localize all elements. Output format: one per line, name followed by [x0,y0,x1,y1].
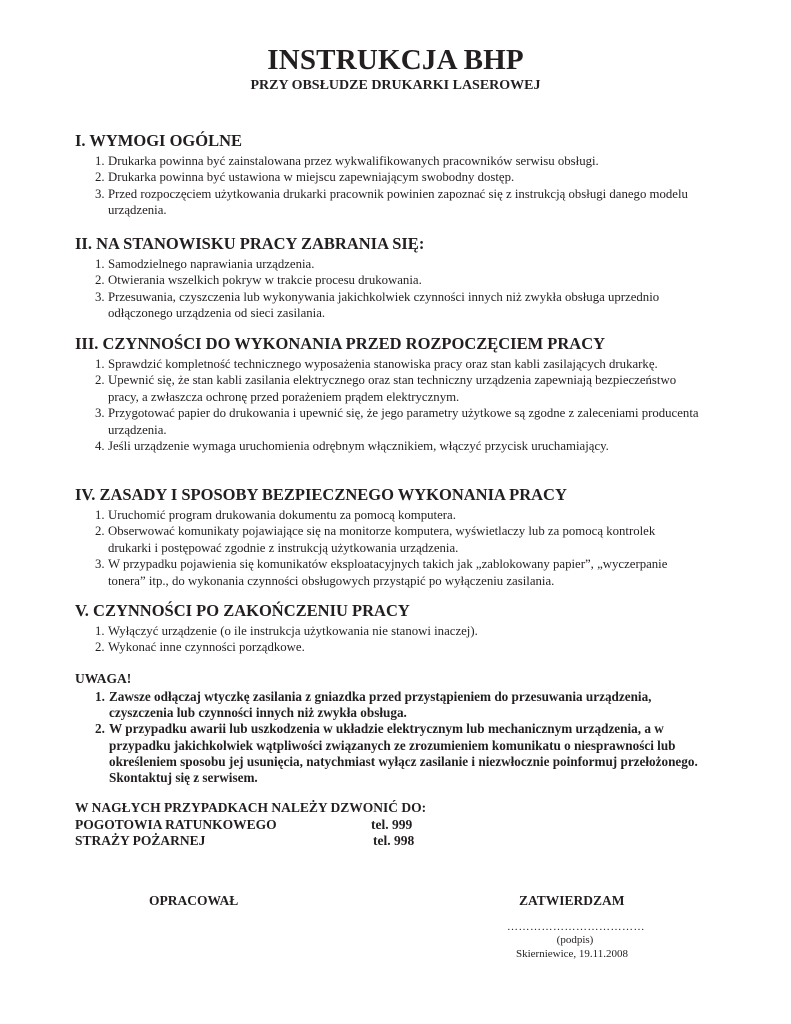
section-after-work [75,601,725,656]
item-number: 3. [95,406,105,421]
item-text: Wykonać inne czynności porządkowe. [108,640,305,655]
item-number: 1. [95,624,105,638]
section-heading: III. CZYNNOŚCI DO WYKONANIA PRZED ROZPOCZĘCIEM PRACY [75,334,606,353]
item-number: 1. [95,154,105,168]
item-text: Drukarka powinna być ustawiona w miejscu zapewniającym swobodny dostęp. [108,170,515,185]
list-item [95,272,725,288]
list-item [95,438,725,454]
section-heading: II. NA STANOWISKU PRACY ZABRANIA SIĘ: [75,234,425,253]
section-safe-work-rules [75,485,725,589]
item-number: 3. [95,186,105,201]
section-heading: I. WYMOGI OGÓLNE [75,131,243,150]
place-date: Skierniewice, 19.11.2008 [516,948,629,960]
section-list [75,153,725,219]
item-text: Przesuwania, czyszczenia lub wykonywania jakichkolwiek czynności innych niż zwykła obsługa uprzednio odłączonego urządzenia od sieci zasilania. [108,289,660,321]
item-number: 2. [95,373,105,388]
item-text: Uruchomić program drukowania dokumentu za pomocą komputera. [108,508,456,522]
warning-item [95,721,719,786]
contact-row [75,817,475,834]
warning-block [75,670,735,786]
section-heading: V. CZYNNOŚCI PO ZAKOŃCZENIU PRACY [75,601,410,620]
signature-line: ……………………………… [507,921,645,933]
item-number: 3. [95,557,105,572]
list-item [95,639,725,655]
item-text: Zawsze odłączaj wtyczkę zasilania z gniazdka przed przystąpieniem do przesuwania urządzenia, czyszczenia lub czynności innych niż zwykła obsługa. [109,689,652,721]
list-item [95,186,708,219]
item-number: 4. [95,439,105,454]
list-item [95,153,725,169]
contact-name: STRAŻY POŻARNEJ [75,833,206,848]
item-text: Upewnić się, że stan kabli zasilania elektrycznego oraz stan techniczny urządzenia zapewniają bezpieczeństwo pracy, a zwłaszcza ochronę przed porażeniem prądem elektrycznym. [108,373,677,404]
list-item [95,405,708,438]
item-number: 2. [95,721,105,737]
item-number: 2. [95,273,105,288]
signature-caption: (podpis) [556,934,594,946]
item-number: 1. [95,257,105,271]
section-list [75,507,725,589]
item-number: 1. [95,689,105,704]
list-item [95,356,688,372]
list-item [95,623,725,639]
item-text: Jeśli urządzenie wymaga uruchomienia odrębnym włącznikiem, włączyć przycisk uruchamiający. [108,439,609,454]
emergency-heading: W NAGŁYCH PRZYPADKACH NALEŻY DZWONIĆ DO: [75,800,427,815]
list-item [95,556,708,589]
section-heading: IV. ZASADY I SPOSOBY BEZPIECZNEGO WYKONANIA PRACY [75,485,567,504]
list-item [95,256,725,272]
warning-item [95,689,709,721]
warning-heading: UWAGA! [75,671,132,686]
list-item [95,507,725,523]
document-subtitle: PRZY OBSŁUDZE DRUKARKI LASEROWEJ [250,78,541,93]
list-item [95,523,678,556]
item-text: Drukarka powinna być zainstalowana przez wykwalifikowanych pracowników serwisu obsługi. [108,154,599,168]
item-number: 2. [95,170,105,185]
item-text: W przypadku awarii lub uszkodzenia w układzie elektrycznym lub mechanicznym urządzenia, a w przypadku jakichkolwiek wątpliwości związanych ze zrozumieniem komunikatu o niesprawności lub określeniem sposobu jej usunięcia, natychmiast wyłącz zasilanie i niezwłocznie poinformuj przełożonego. Skontaktuj się z serwisem. [109,721,698,786]
prepared-by-label: OPRACOWAŁ [149,893,239,908]
document-title: INSTRUKCJA BHP [267,44,524,76]
item-number: 1. [95,508,105,522]
item-text: Otwierania wszelkich pokryw w trakcie procesu drukowania. [108,273,422,288]
item-text: Samodzielnego naprawiania urządzenia. [108,257,315,271]
item-text: Przygotować papier do drukowania i upewnić się, że jego parametry użytkowe są zgodne z zaleceniami producenta urządzenia. [108,406,699,437]
item-number: 1. [95,357,105,371]
section-general-requirements [75,131,725,219]
item-number: 3. [95,289,105,304]
emergency-contacts [75,800,475,850]
item-number: 2. [95,640,105,655]
item-text: W przypadku pojawienia się komunikatów eksploatacyjnych takich jak „zablokowany papier”, „wyczerpanie tonera” itp., do wykonania czynności obsługowych przystąpić po wyłączeniu zasilania. [108,557,668,588]
section-prohibited-actions [75,234,725,322]
item-text: Obserwować komunikaty pojawiające się na monitorze komputera, wyświetlaczy lub za pomocą kontrolek drukarki i postępować zgodnie z instrukcją użytkowania urządzenia. [108,524,656,555]
item-text: Sprawdzić kompletność technicznego wyposażenia stanowiska pracy oraz stan kabli zasilających drukarkę. [108,357,658,371]
section-list [75,623,725,656]
list-item [95,289,688,322]
contact-row [75,833,475,850]
item-text: Wyłączyć urządzenie (o ile instrukcja użytkowania nie stanowi inaczej). [108,624,478,638]
contact-phone: tel. 999 [371,816,413,832]
section-list [75,356,725,454]
item-text: Przed rozpoczęciem użytkowania drukarki pracownik powinien zapoznać się z instrukcją obsługi danego modelu urządzenia. [108,186,688,218]
section-before-work [75,334,725,454]
approved-label: ZATWIERDZAM [519,893,625,908]
contact-name: POGOTOWIA RATUNKOWEGO [75,816,277,832]
warning-list [75,689,735,786]
list-item [95,372,678,405]
list-item [95,169,725,185]
item-number: 2. [95,524,105,539]
section-list [75,256,725,322]
contact-phone: tel. 998 [373,833,415,848]
